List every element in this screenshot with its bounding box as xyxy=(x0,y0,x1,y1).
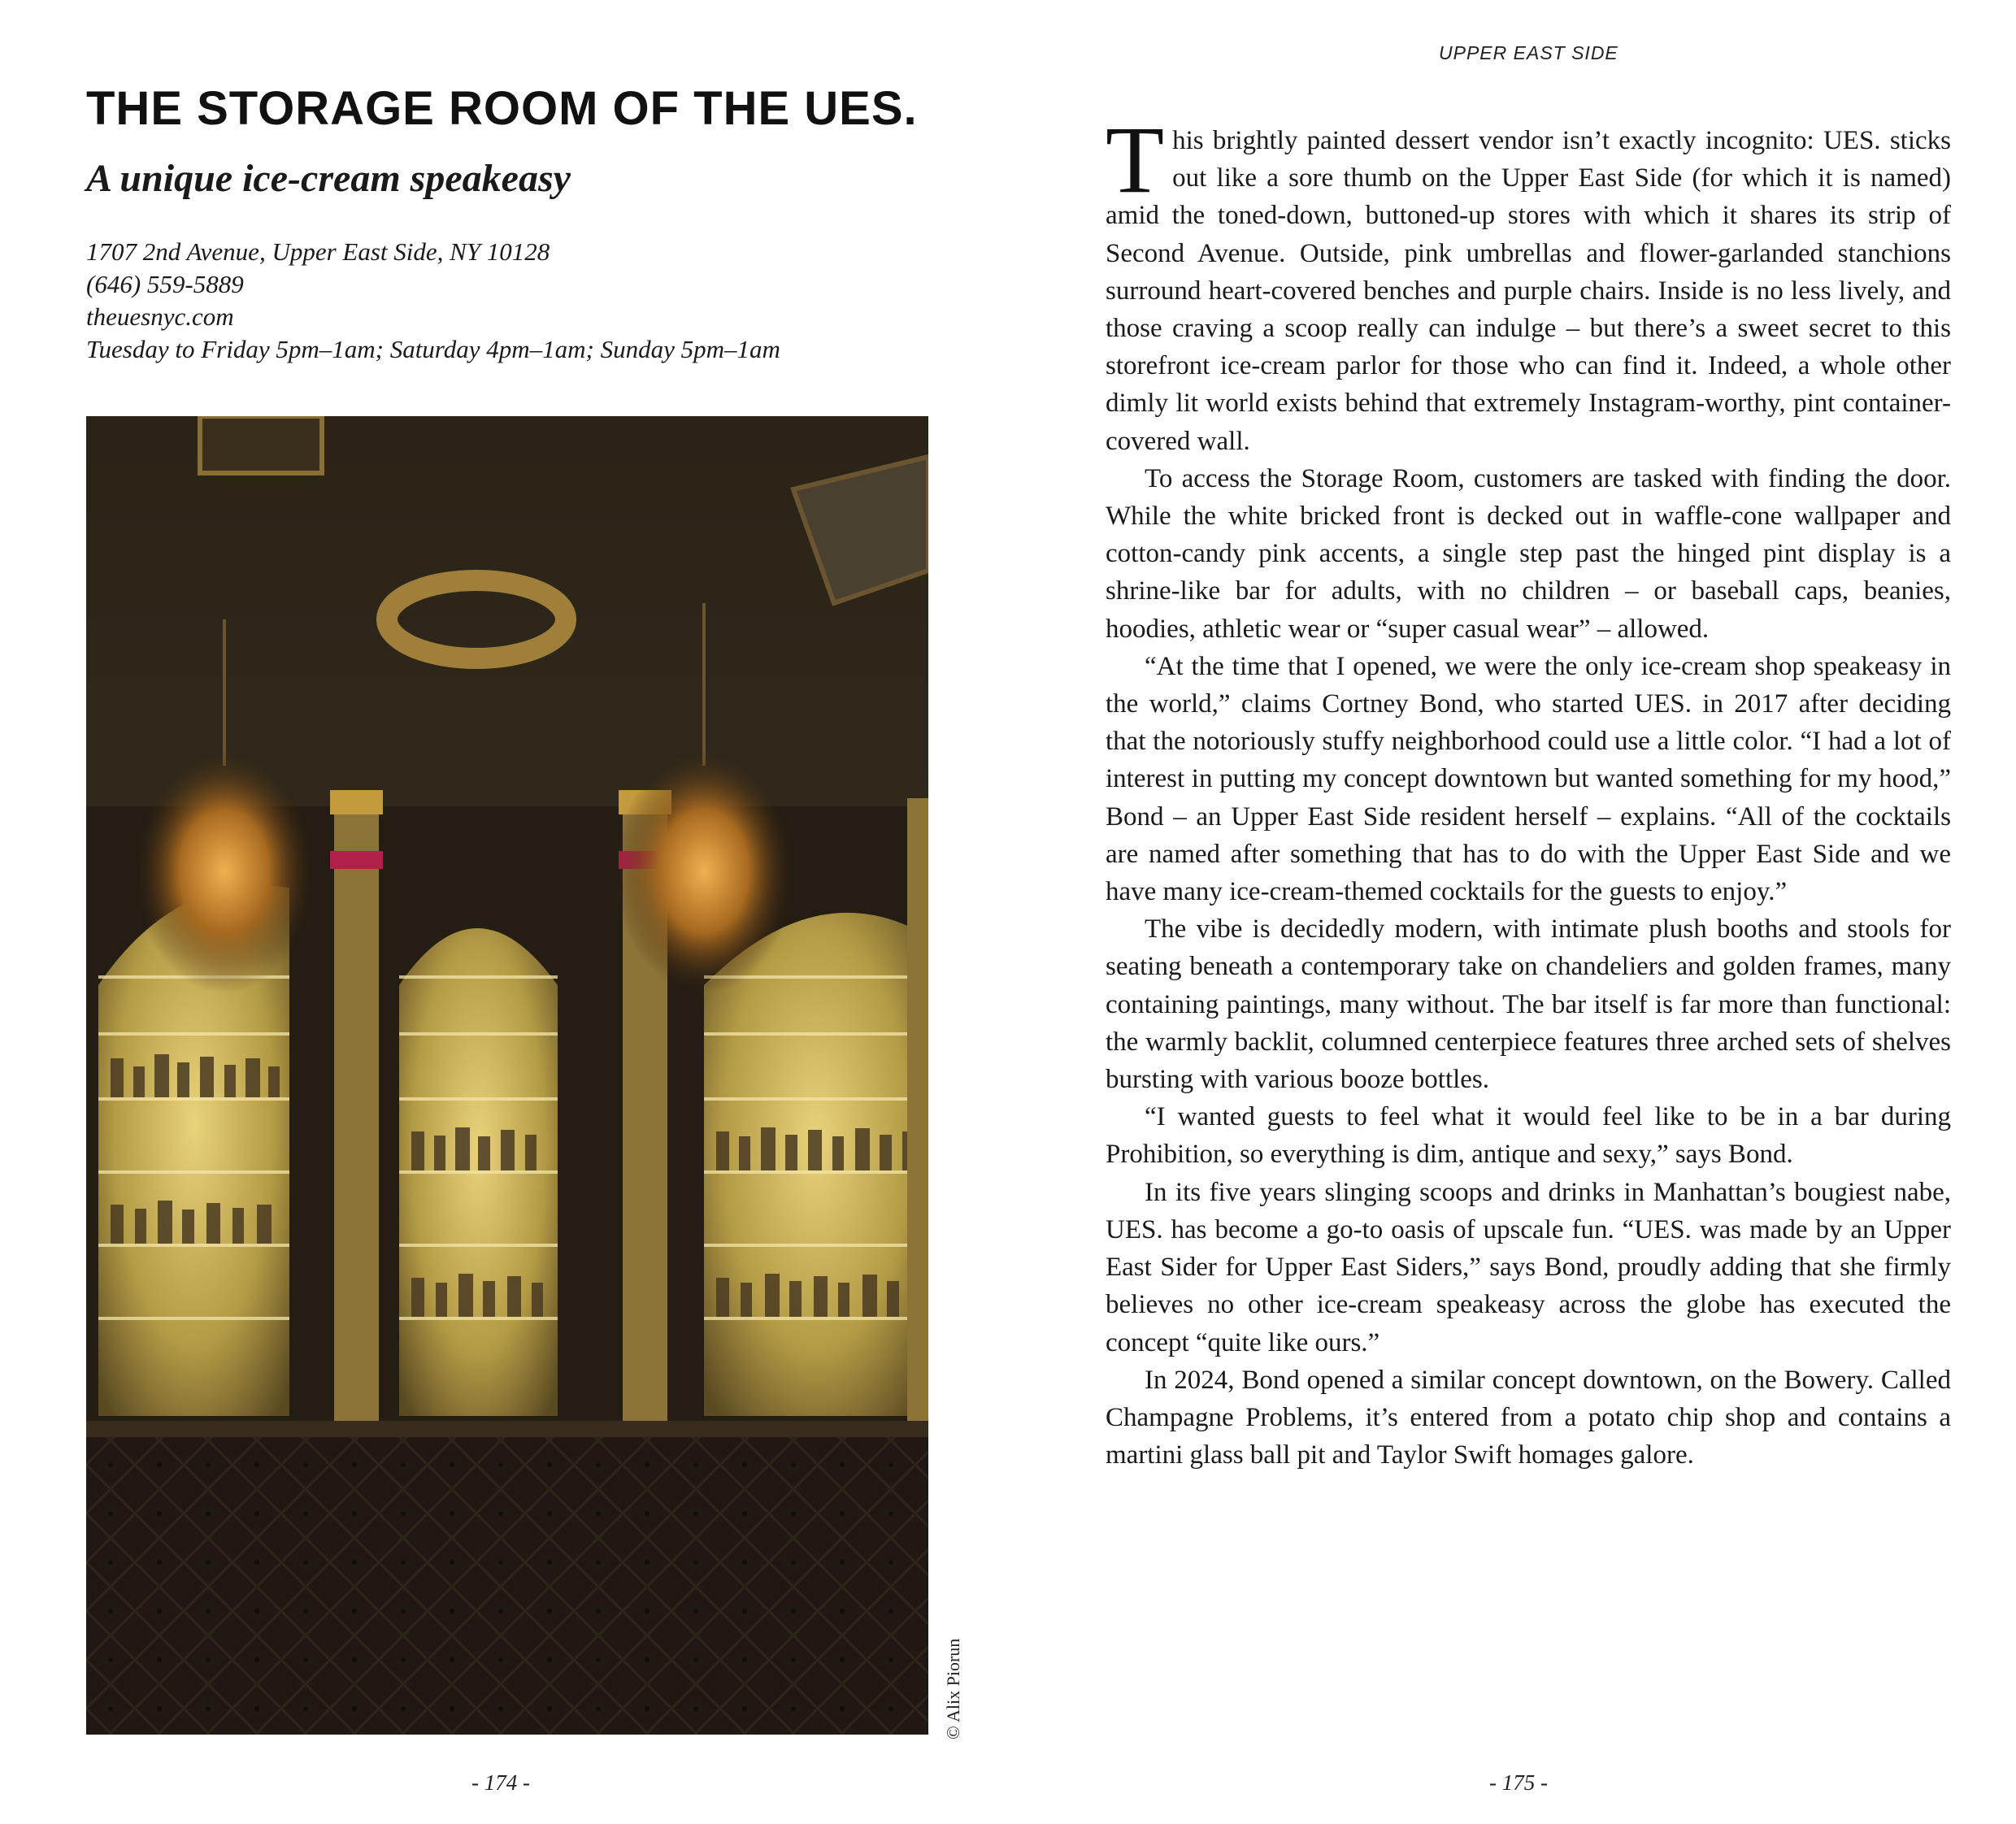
page-number-left: - 174 - xyxy=(471,1770,530,1795)
paragraph: To access the Storage Room, customers are tasked with finding the door. While the white bricked front is decked out in waffle-cone wallpaper and cotton-candy pink accents, a single step past the hinged pint display is a shrine-like bar for adults, with no children – or baseball caps, beanies, hoodies, athletic wear or “super casual wear” – allowed. xyxy=(1106,463,1951,644)
paragraph: “At the time that I opened, we were the only ice-cream shop speakeasy in the world,” claims Cortney Bond, who started UES. in 2017 after deciding that the notoriously stuffy neighborhood could use a little color. “I had a lot of interest in putting my concept downtown but wanted something for my hood,” Bond – an Upper East Side resident herself – explains. “All of the cocktails are named after something that has to do with the Upper East Side and we have many ice-cream-themed cocktails for the guests to enjoy.” xyxy=(1106,651,1951,907)
page-number-right: - 175 - xyxy=(1489,1770,1548,1795)
venue-address: 1707 2nd Avenue, Upper East Side, NY 10128 xyxy=(86,237,550,266)
venue-info xyxy=(86,236,780,366)
paragraph: The vibe is decidedly modern, with intimate plush booths and stools for seating beneath a contemporary take on chandeliers and golden frames, many containing paintings, many without. The bar itself is far more than functional: the warmly backlit, columned centerpiece features three arched sets of shelves bursting with various booze bottles. xyxy=(1106,914,1951,1095)
venue-title: THE STORAGE ROOM OF THE UES. xyxy=(86,82,918,135)
venue-subtitle: A unique ice-cream speakeasy xyxy=(86,157,571,200)
paragraph: This brightly painted dessert vendor isn’t exactly incognito: UES. sticks out like a sore thumb on the Upper East Side (for which it is named) amid the toned-down, buttoned-up stores with which it shares its strip of Second Avenue. Outside, pink umbrellas and flower-garlanded stanchions surround heart-covered benches and purple chairs. Inside is no less lively, and those craving a scoop really can indulge – but there’s a sweet secret to this storefront ice-cream parlor for those who can find it. Indeed, a whole other dimly lit world exists behind that extremely Instagram-worthy, pint container-covered wall. xyxy=(1106,106,1951,456)
paragraph: In its five years slinging scoops and drinks in Manhattan’s bougiest nabe, UES. has become a go-to oasis of upscale fun. “UES. was made by an Upper East Sider for Upper East Siders,” says Bond, proudly adding that she firmly believes no other ice-cream speakeasy across the globe has executed the concept “quite like ours.” xyxy=(1106,1177,1951,1357)
venue-website: theuesnyc.com xyxy=(86,302,234,331)
bar-photo xyxy=(86,416,928,1735)
drop-cap: T xyxy=(1106,106,1165,213)
venue-phone: (646) 559-5889 xyxy=(86,270,244,298)
paragraph: In 2024, Bond opened a similar concept downtown, on the Bowery. Called Champagne Problems, it’s entered from a potato chip shop and contains a martini glass ball pit and Taylor Swift homages galore. xyxy=(1106,1365,1951,1470)
running-head: UPPER EAST SIDE xyxy=(1439,42,1618,63)
photo-credit: © Alix Piorun xyxy=(943,1638,963,1739)
right-page xyxy=(1008,0,2016,1824)
venue-hours: Tuesday to Friday 5pm–1am; Saturday 4pm–1am; Sunday 5pm–1am xyxy=(86,335,780,363)
paragraph: “I wanted guests to feel what it would feel like to be in a bar during Prohibition, so everything is dim, antique and sexy,” says Bond. xyxy=(1106,1102,1951,1170)
article-body xyxy=(1106,106,1951,1474)
